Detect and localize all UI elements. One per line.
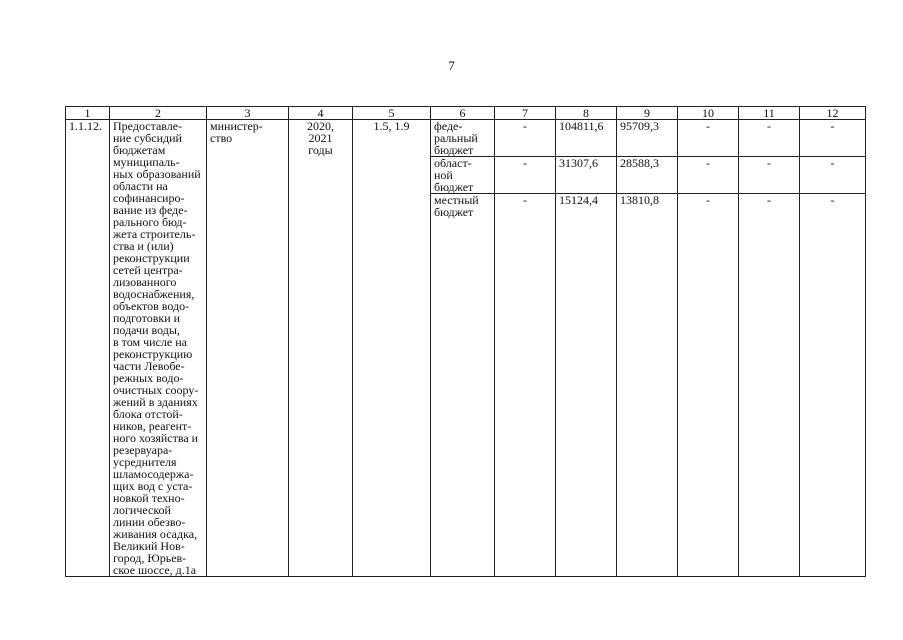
funding-source: феде- ральный бюджет: [431, 120, 495, 157]
value-cell: 95709,3: [617, 120, 678, 157]
column-header: 3: [207, 107, 289, 120]
column-header: 6: [431, 107, 495, 120]
column-header: 8: [556, 107, 617, 120]
column-header: 10: [678, 107, 739, 120]
funding-source: местный бюджет: [431, 194, 495, 577]
value-cell: 31307,6: [556, 157, 617, 194]
column-header: 11: [739, 107, 800, 120]
column-header: 1: [66, 107, 110, 120]
value-cell: -: [739, 157, 800, 194]
value-cell: -: [739, 194, 800, 577]
column-header: 5: [353, 107, 431, 120]
executor: министер- ство: [207, 120, 289, 577]
column-header: 2: [110, 107, 207, 120]
value-cell: -: [739, 120, 800, 157]
value-cell: 15124,4: [556, 194, 617, 577]
value-cell: 28588,3: [617, 157, 678, 194]
column-header: 7: [495, 107, 556, 120]
activity-description: Предоставле- ние субсидий бюджетам муниципаль- ных образований области на софинансиро- вание из феде- рального бюд- жета строитель- ства и (или) реконструкции сетей центра- лизованного водоснабжения, объектов водо- подготовки и подачи воды, в том числе на реконструкцию части Левобе- режных водо- очистных соору- жений в зданиях блока отстой- ников, реагент- ного хозяйства и резервуара- усреднителя шламосодержа- щих вод с уста- новкой техно- логической линии обезво- живания осадка, Великий Нов- город, Юрьев- ское шоссе, д.1а: [110, 120, 207, 577]
value-cell: -: [678, 120, 739, 157]
table-row: [66, 120, 866, 157]
column-header: 4: [289, 107, 353, 120]
column-number-row: [66, 107, 866, 120]
value-cell: -: [678, 157, 739, 194]
program-table: [65, 106, 866, 577]
value-cell: 13810,8: [617, 194, 678, 577]
funding-source: област- ной бюджет: [431, 157, 495, 194]
value-cell: -: [678, 194, 739, 577]
target-indicators: 1.5, 1.9: [353, 120, 431, 577]
value-cell: 104811,6: [556, 120, 617, 157]
value-cell: -: [800, 194, 866, 577]
page-number: 7: [448, 58, 455, 73]
implementation-years: 2020, 2021 годы: [289, 120, 353, 577]
value-cell: -: [800, 120, 866, 157]
column-header: 12: [800, 107, 866, 120]
column-header: 9: [617, 107, 678, 120]
value-cell: -: [800, 157, 866, 194]
value-cell: -: [495, 194, 556, 577]
activity-code: 1.1.12.: [66, 120, 110, 577]
value-cell: -: [495, 120, 556, 157]
value-cell: -: [495, 157, 556, 194]
